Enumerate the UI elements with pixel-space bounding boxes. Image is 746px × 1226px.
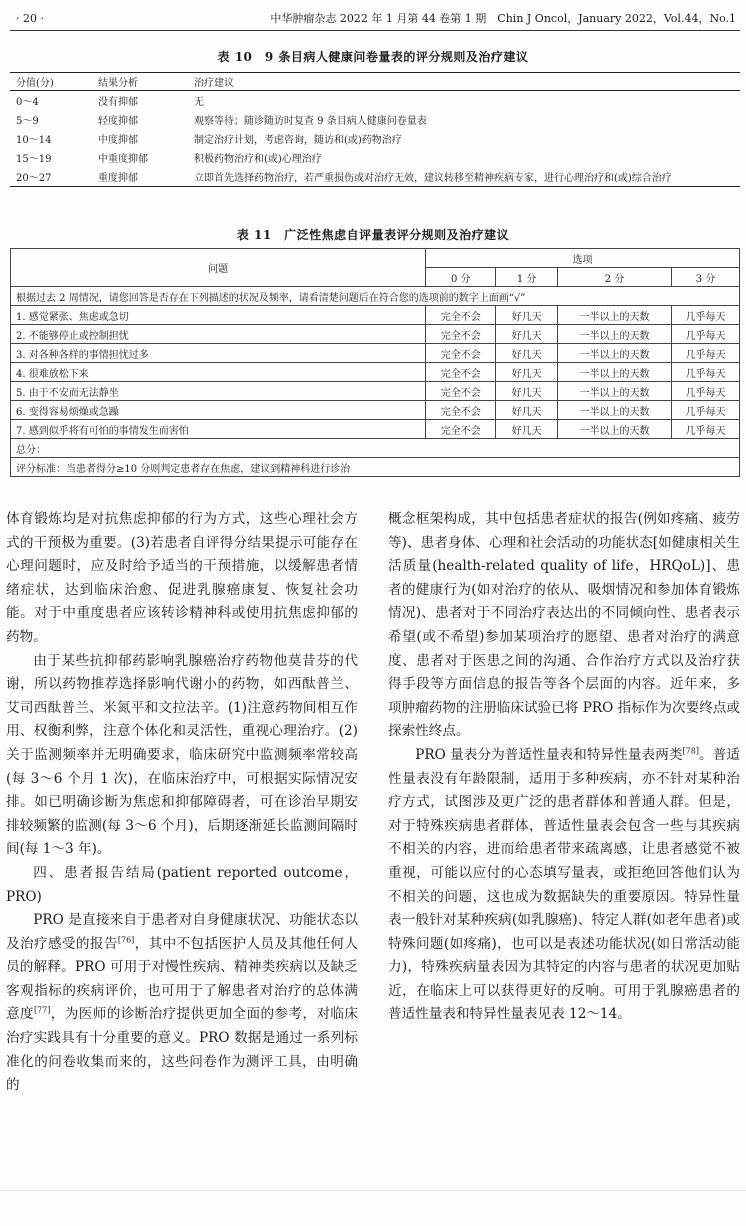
total-row xyxy=(11,439,740,458)
text-run: ，为医师的诊断治疗提供更加全面的参考，对临床治疗实践具有十分重要的意义。PRO 数据是通过一系列标准化的问卷收集而来的，这些问卷作为测评工具，由明确的 xyxy=(6,1006,359,1094)
total-score-label: 总分： xyxy=(11,439,740,458)
table11-question-header: 问题 xyxy=(11,249,426,287)
analysis-cell: 中重度抑郁 xyxy=(98,154,148,165)
table-row xyxy=(11,306,740,325)
table-row xyxy=(10,110,740,129)
table11-instruction: 根据过去 2 周情况，请您回答是否存在下列描述的状况及频率，请看清楚问题后在符合您的选项前的数字上面画“√” xyxy=(11,287,740,306)
table-row xyxy=(11,420,740,439)
text-run: 。普适性量表没有年龄限制，适用于多种疾病，亦不针对某种治疗方式，试图涉及更广泛的患者群体和普通人群。但是，对于特殊疾病患者群体，普适性量表会包含一些与其疾病不相关的内容，进而给患者带来疏离感，让患者感觉不被重视，可能以应付的心态填写量表，或拒绝回答他们认为不相关的问题，这也成为数据缺失的重要原因。特异性量表一般针对某种疾病(如乳腺癌)、特定人群(如老年患者)或特殊问题(如疼痛)，也可以是表述功能状况(如日常活动能力)，特殊疾病量表因为其特定的内容与患者的状况更加贴近，在临床上可以获得更好的反响。可用于乳腺癌患者的普适性量表和特异性量表见表 12～14。 xyxy=(388,746,740,1023)
answer-cell: 几乎每天 xyxy=(672,420,740,439)
question-cell: 4. 很难放松下来 xyxy=(11,363,426,382)
citation-77: [77] xyxy=(33,1005,51,1015)
table-row xyxy=(11,344,740,363)
header-rule xyxy=(10,30,740,31)
advice-cell: 立即首先选择药物治疗，若严重损伤或对治疗无效，建议转移至精神疾病专家，进行心理治疗和(或)综合治疗 xyxy=(190,167,740,187)
question-cell: 1. 感觉紧张、焦虑或急切 xyxy=(11,306,426,325)
instruction-row xyxy=(11,287,740,306)
answer-cell: 完全不会 xyxy=(426,382,496,401)
table10 xyxy=(10,72,740,187)
table11-options-header: 选项 xyxy=(426,249,740,268)
running-header xyxy=(16,8,736,28)
table11 xyxy=(10,248,740,477)
table10-header-analysis: 结果分析 xyxy=(94,73,190,91)
text-run: PRO 是直接来自于患者对自身健康状况、功能状态以及治疗感受的报告 xyxy=(6,912,358,952)
score-cell: 5～9 xyxy=(16,116,39,127)
question-cell: 3. 对各种各样的事情担忧过多 xyxy=(11,344,426,363)
table-row xyxy=(10,91,740,111)
paragraph xyxy=(6,909,358,1098)
citation-76: [76] xyxy=(117,935,135,945)
answer-cell: 一半以上的天数 xyxy=(558,325,672,344)
answer-cell: 好几天 xyxy=(496,401,558,420)
paragraph: 体育锻炼均是对抗焦虑抑郁的行为方式，这些心理社会方式的干预极为重要。(3)若患者自评得分结果提示可能存在心理问题时，应及时给予适当的干预措施，以缓解患者情绪症状，达到临床治愈、促进乳腺癌康复、恢复社会功能。对于中重度患者应该转诊精神科或使用抗焦虑抑郁的药物。 xyxy=(6,511,358,645)
table-row xyxy=(10,129,740,148)
answer-cell: 几乎每天 xyxy=(672,363,740,382)
right-column xyxy=(388,508,740,1027)
table-row xyxy=(11,363,740,382)
answer-cell: 好几天 xyxy=(496,325,558,344)
answer-cell: 好几天 xyxy=(496,363,558,382)
answer-cell: 几乎每天 xyxy=(672,344,740,363)
score-cell: 10～14 xyxy=(16,135,52,146)
table-row xyxy=(11,382,740,401)
answer-cell: 一半以上的天数 xyxy=(558,306,672,325)
answer-cell: 完全不会 xyxy=(426,325,496,344)
answer-cell: 一半以上的天数 xyxy=(558,401,672,420)
paragraph xyxy=(388,744,740,1027)
analysis-cell: 没有抑郁 xyxy=(98,97,138,108)
text-run: PRO 量表分为普适性量表和特异性量表两类 xyxy=(415,746,683,763)
score-header-0: 0 分 xyxy=(426,268,496,287)
table10-header-row xyxy=(10,73,740,91)
journal-info: 中华肿瘤杂志 2022 年 1 月第 44 卷第 1 期 Chin J Oncol，January 2022，Vol.44，No.1 xyxy=(270,12,736,25)
question-cell: 5. 由于不安而无法静坐 xyxy=(11,382,426,401)
advice-cell: 积极药物治疗和(或)心理治疗 xyxy=(194,154,322,165)
question-cell: 6. 变得容易烦燥或急躁 xyxy=(11,401,426,420)
answer-cell: 好几天 xyxy=(496,344,558,363)
score-cell: 20～27 xyxy=(10,167,94,187)
footer-rule xyxy=(0,1190,746,1191)
answer-cell: 几乎每天 xyxy=(672,306,740,325)
score-header-3: 3 分 xyxy=(672,268,740,287)
answer-cell: 一半以上的天数 xyxy=(558,344,672,363)
answer-cell: 好几天 xyxy=(496,306,558,325)
score-cell: 15～19 xyxy=(16,154,52,165)
question-cell: 2. 不能够停止或控制担忧 xyxy=(11,325,426,344)
table-row xyxy=(11,325,740,344)
score-header-1: 1 分 xyxy=(496,268,558,287)
citation-78: [78] xyxy=(682,746,699,756)
table-row xyxy=(10,167,740,187)
answer-cell: 好几天 xyxy=(496,420,558,439)
page-number: · 20 · xyxy=(16,11,44,25)
answer-cell: 完全不会 xyxy=(426,401,496,420)
answer-cell: 一半以上的天数 xyxy=(558,363,672,382)
advice-cell: 无 xyxy=(194,97,204,108)
answer-cell: 完全不会 xyxy=(426,420,496,439)
table10-header-advice: 治疗建议 xyxy=(190,73,740,91)
answer-cell: 几乎每天 xyxy=(672,382,740,401)
answer-cell: 几乎每天 xyxy=(672,325,740,344)
table11-header-row xyxy=(11,249,740,268)
criteria-row xyxy=(11,458,740,477)
paragraph: 由于某些抗抑郁药影响乳腺癌治疗药物他莫昔芬的代谢，所以药物推荐选择影响代谢小的药物，如西酞普兰、艾司西酞普兰、米氮平和文拉法辛。(1)注意药物间相互作用、权衡利弊，注意个体化和灵活性，重视心理治疗。(2)关于监测频率并无明确要求，临床研究中监测频率常较高(每 3～6 个月 1 次)，在临床治疗中，可根据实际情况安排。如已明确诊断为焦虑和抑郁障碍者，可在诊治早期安排较频繁的监测(每 3～6 个月)，后期逐渐延长监测间隔时间(每 1～3 年)。 xyxy=(6,652,358,858)
analysis-cell: 重度抑郁 xyxy=(94,167,190,187)
table11-caption: 表 11 广泛性焦虑自评量表评分规则及治疗建议 xyxy=(236,228,510,242)
table10-header-score: 分值(分) xyxy=(10,73,94,91)
scoring-criteria: 评分标准：当患者得分≥10 分则判定患者存在焦虑，建议到精神科进行诊治 xyxy=(11,458,740,477)
answer-cell: 完全不会 xyxy=(426,363,496,382)
left-column xyxy=(6,508,358,1098)
answer-cell: 几乎每天 xyxy=(672,401,740,420)
advice-cell: 制定治疗计划，考虑咨询，随访和(或)药物治疗 xyxy=(194,135,402,146)
section-heading: 四、患者报告结局(patient reported outcome，PRO) xyxy=(6,864,358,905)
score-cell: 0～4 xyxy=(16,97,39,108)
paragraph: 概念框架构成，其中包括患者症状的报告(例如疼痛、疲劳等)、患者身体、心理和社会活动的功能状态[如健康相关生活质量(health-related quality of life，HRQoL)]、患者的健康行为(如对治疗的依从、吸烟情况和参加体育锻炼情况)、患者对于不同治疗表达出的不同倾向性、患者表示希望(或不希望)参加某项治疗的愿望、患者对治疗的满意度、患者对于医患之间的沟通、合作治疗方式以及治疗获得手段等方面信息的报告等各个层面的内容。近年来，多项肿瘤药物的注册临床试验已将 PRO 指标作为次要终点或探索性终点。 xyxy=(388,511,740,740)
answer-cell: 好几天 xyxy=(496,382,558,401)
score-header-2: 2 分 xyxy=(558,268,672,287)
advice-cell: 观察等待；随诊随访时复查 9 条目病人健康问卷量表 xyxy=(194,116,427,127)
question-cell: 7. 感到似乎将有可怕的事情发生而害怕 xyxy=(11,420,426,439)
table10-caption: 表 10 9 条目病人健康问卷量表的评分规则及治疗建议 xyxy=(217,50,529,64)
answer-cell: 一半以上的天数 xyxy=(558,382,672,401)
answer-cell: 完全不会 xyxy=(426,344,496,363)
analysis-cell: 中度抑郁 xyxy=(98,135,138,146)
table-row xyxy=(10,148,740,167)
table-row xyxy=(11,401,740,420)
text-run: ，其中不包括医护人员及其他任何人员的解释。PRO 可用于对慢性疾病、精神类疾病以及缺乏客观指标的疾病评价，也可用于了解患者对治疗的总体满意度 xyxy=(6,935,358,1023)
analysis-cell: 轻度抑郁 xyxy=(98,116,138,127)
answer-cell: 完全不会 xyxy=(426,306,496,325)
answer-cell: 一半以上的天数 xyxy=(558,420,672,439)
